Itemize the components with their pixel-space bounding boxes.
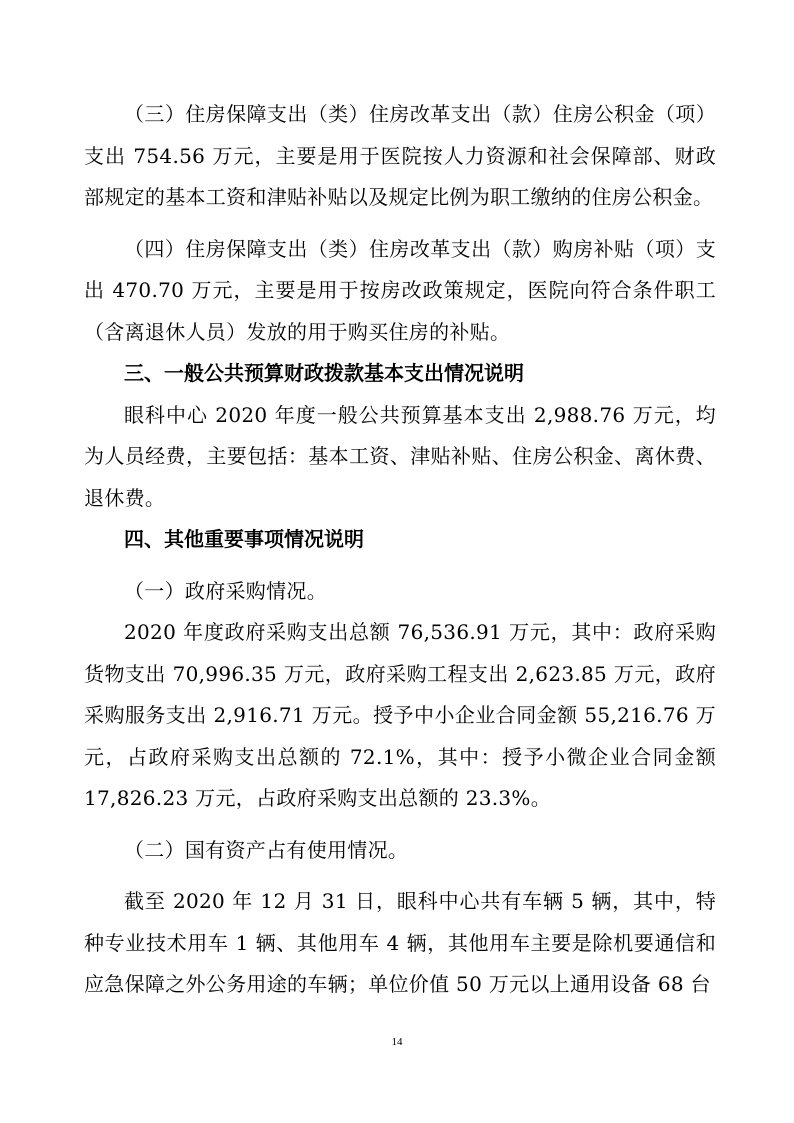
paragraph-basic-expenditure: 眼科中心 2020 年度一般公共预算基本支出 2,988.76 万元，均为人员经费，主要包括：基本工资、津贴补贴、住房公积金、离休费、退休费。 bbox=[84, 402, 716, 510]
subheading-state-assets: （二）国有资产占有使用情况。 bbox=[124, 837, 409, 862]
paragraph-government-procurement: 2020 年度政府采购支出总额 76,536.91 万元，其中：政府采购货物支出 70,996.35 万元，政府采购工程支出 2,623.85 万元，政府采购服务支出 2,916.71 万元。授予中小企业合同金额 55,216.76 万元，占政府采购支出总额的 72.1%，其中：授予小微企业合同金额 17,826.23 万元，占政府采购支出总额的 23.3%。 bbox=[84, 620, 716, 810]
paragraph-state-assets: 截至 2020 年 12 月 31 日，眼科中心共有车辆 5 辆，其中，特种专业技术用车 1 辆、其他用车 4 辆，其他用车主要是除机要通信和应急保障之外公务用途的车辆；单位价值 50 万元以上通用设备 68 台 bbox=[84, 889, 716, 996]
subheading-government-procurement: （一）政府采购情况。 bbox=[124, 578, 327, 603]
section-heading-basic-expenditure: 三、一般公共预算财政拨款基本支出情况说明 bbox=[124, 361, 524, 385]
document-body bbox=[84, 94, 716, 1006]
page-number: 14 bbox=[391, 1036, 403, 1048]
paragraph-housing-subsidy: （四）住房保障支出（类）住房改革支出（款）购房补贴（项）支出 470.70 万元，主要是用于按房改政策规定，医院向符合条件职工（含离退休人员）发放的用于购买住房的补贴。 bbox=[84, 236, 716, 344]
paragraph-housing-provident-fund: （三）住房保障支出（类）住房改革支出（款）住房公积金（项）支出 754.56 万元，主要是用于医院按人力资源和社会保障部、财政部规定的基本工资和津贴补贴以及规定比例为职工缴纳的住房公积金。 bbox=[84, 102, 716, 209]
section-heading-other-matters: 四、其他重要事项情况说明 bbox=[124, 527, 364, 551]
